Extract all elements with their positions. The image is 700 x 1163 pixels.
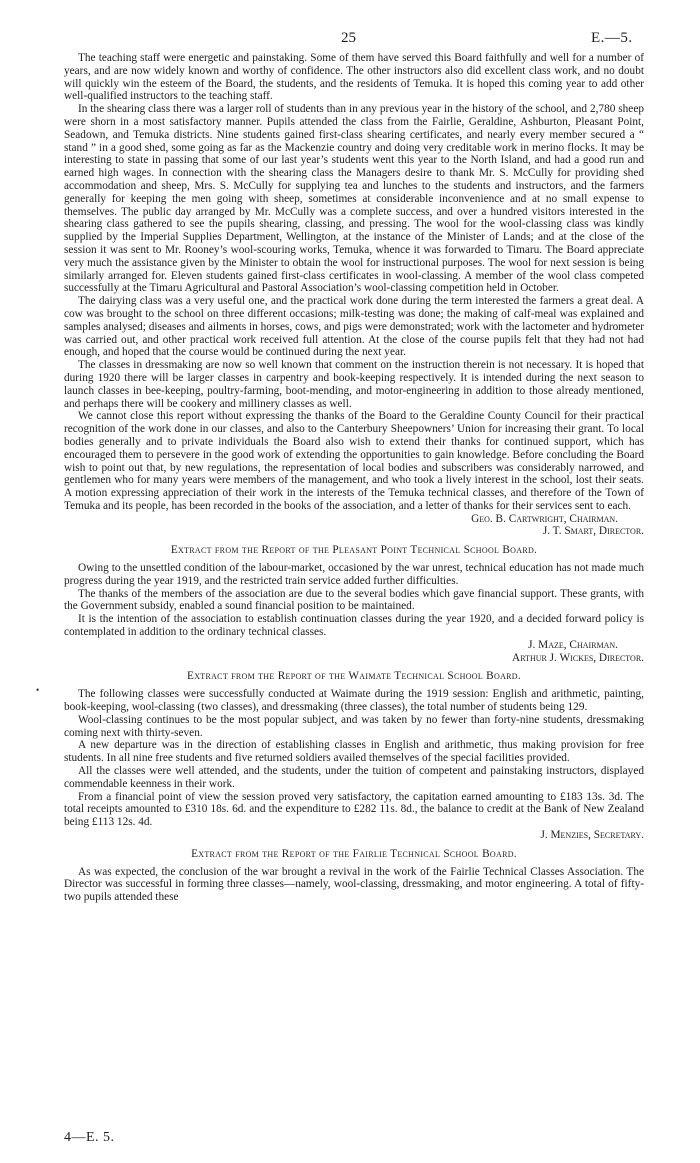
signature-mark: 4—E. 5. [64,1130,115,1145]
section-heading-pleasant-point: Extract from the Report of the Pleasant Point Technical School Board. [170,544,538,557]
page-number: 25 [341,30,356,46]
signature-director: Arthur J. Wickes, Director. [512,651,644,664]
signature-secretary: J. Menzies, Secretary. [540,829,644,842]
document-body [64,52,644,904]
paragraph: The teaching staff were energetic and painstaking. Some of them have served this Board faithfully and well for a number of years, and are now widely known and worthy of confidence. The other instructors also did excellent class work, and no doubt will quickly win the esteem of the Board, the students, and the residents of Temuka. It is hoped this coming year to add other well-qualified instructors to the teaching staff. [64,52,644,103]
paragraph: From a financial point of view the session proved very satisfactory, the capitation earned amounting to £183 13s. 3d. The total receipts amounted to £310 18s. 6d. and the expenditure to £282 11s. 8d., the balance to credit at the Bank of New Zealand being £113 12s. 4d. [64,790,644,829]
paragraph: All the classes were well attended, and the students, under the tuition of competent and painstaking instructors, displayed commendable keenness in their work. [64,765,644,790]
paragraph: A new departure was in the direction of establishing classes in English and arithmetic, thus making provision for free students. In all nine free students and five returned soldiers availed themselves of the special facilities provided. [64,739,644,765]
paragraph: The dairying class was a very useful one, and the practical work done during the term interested the farmers a great deal. A cow was brought to the school on three different occasions; milk-testing was done; the making of calf-meal was explained and samples analysed; diseases and ailments in horses, cows, and pigs were demonstrated; work with the lactometer and hydrometer was carried out, and other practical work received full attention. At the close of the course pupils felt that they had not had enough, and hoped that the course would be continued during the next year. [64,295,644,359]
signature-chairman: J. Maze, Chairman. [528,638,618,651]
paragraph: As was expected, the conclusion of the war brought a revival in the work of the Fairlie Technical Classes Association. The Director was successful in forming three classes—namely, wool-classing, dressmaking, and motor engineering. A total of fifty-two pupils attended these [64,865,644,904]
signature-director: J. T. Smart, Director. [542,525,644,538]
paragraph: We cannot close this report without expressing the thanks of the Board to the Geraldine County Council for their practical recognition of the work done in our classes, and also to the Canterbury Sheepowners’ Union for increasing their grant. To local bodies generally and to private individuals the Board also wish to extend their thanks for continued support, which has encouraged them to persevere in the good work of extending the opportunities to gain knowledge. Before concluding the Board wish to point out that, by new regulations, the representation of local bodies and subscribers was considerably narrowed, and gentlemen who for many years were members of the management, and who took a lively interest in the school, lost their seats. A motion expressing appreciation of their work in the interests of the Temuka technical classes, and therefore of the Town of Temuka and its people, has been recorded in the books of the association, and a letter of thanks for their services sent to each. [64,410,644,512]
section-heading-waimate: Extract from the Report of the Waimate Technical School Board. [187,670,521,683]
paragraph: The classes in dressmaking are now so well known that comment on the instruction therein is not necessary. It is hoped that during 1920 there will be larger classes in carpentry and book-keeping respectively. It is intended during the next season to launch classes in bee-keeping, poultry-farming, boot-mending, and motor-engineering in addition to those already mentioned, and perhaps there will be cookery and millinery classes as well. [64,359,644,410]
paragraph: Owing to the unsettled condition of the labour-market, occasioned by the war unrest, technical education has not made much progress during the year 1919, and the restricted train service added further difficulties. [64,562,644,587]
paragraph: Wool-classing continues to be the most popular subject, and was taken by no fewer than forty-nine students, dressmaking coming next with thirty-seven. [64,713,644,739]
paragraph: In the shearing class there was a larger roll of students than in any previous year in the history of the school, and 2,780 sheep were shorn in a most satisfactory manner. Pupils attended the class from the Fairlie, Geraldine, Ashburton, Pleasant Point, Seadown, and Temuka districts. Nine students gained first-class shearing certificates, and nearly every member secured a “ stand ” in a good shed, some going as far as the Mackenzie country and doing very creditable work in merino flocks. It may be interesting to state in passing that some of our last year’s students went this year to the North Island, and had a good run and earned high wages. In connection with the shearing class the Managers desire to thank Mr. S. McCully for providing shed accommodation and sheep, Mrs. S. McCully for supplying tea and lunches to the students and instructors, and the farmers generally for keeping the men going with sheep, sometimes at considerable inconvenience and at no small expense to themselves. The public day arranged by Mr. McCully was a complete success, and over a hundred visitors interested in the shearing class gathered to see the pupils shearing, classing, and pressing. The wool for the wool-classing class was kindly supplied by the Imperial Supplies Department, Wellington, at the instance of the Minister of Lands; and at the close of the session it was sent to Mr. Rooney’s wool-scouring works, Temuka, whence it was forwarded to Timaru. The Board appreciate very much the assistance given by the Minister to obtain the wool for instructional purposes. The wool for next session is being similarly arranged for. Eleven students gained first-class certificates in wool-classing. A member of the wool class competed successfully at the Timaru Agricultural and Pastoral Association’s wool-classing competition held in October. [64,103,644,295]
paragraph: It is the intention of the association to establish continuation classes during the year 1920, and a decided forward policy is contemplated in addition to the ordinary technical classes. [64,613,644,639]
paragraph: The thanks of the members of the association are due to the several bodies which gave financial support. These grants, with the Government subsidy, enabled a sound financial position to be maintained. [64,587,644,613]
signature-chairman: Geo. B. Cartwright, Chairman. [471,512,618,525]
section-heading-fairlie: Extract from the Report of the Fairlie Technical School Board. [191,847,517,860]
margin-mark: • [36,685,40,695]
document-reference: E.—5. [591,30,633,46]
paragraph: The following classes were successfully conducted at Waimate during the 1919 session: English and arithmetic, painting, book-keeping, wool-classing (two classes), and dressmaking (three classes), the total number of students being 129. [64,688,644,714]
